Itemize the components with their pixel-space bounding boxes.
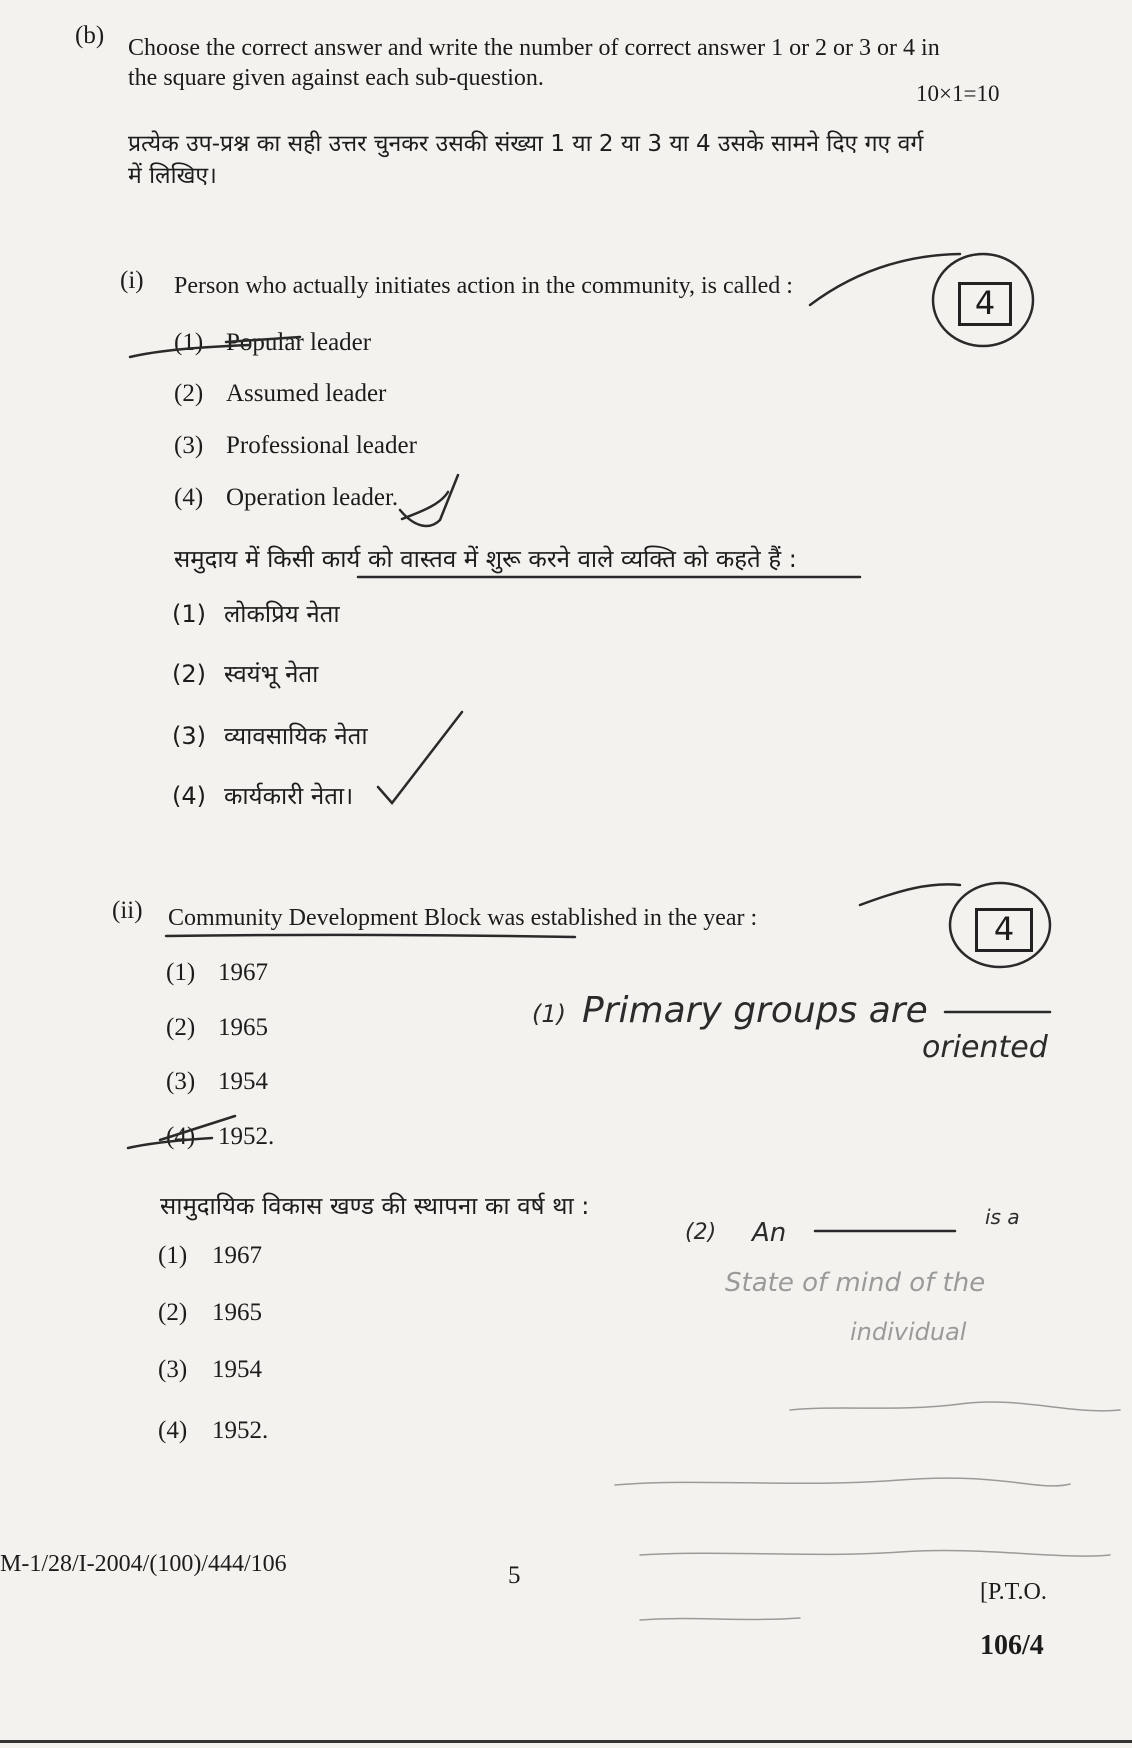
q-ii-hi-opt1-text: 1967 (212, 1242, 262, 1269)
q-i-hi-opt4-text: कार्यकारी नेता। (224, 782, 354, 810)
q-i-opt1-text: Popular leader (226, 329, 372, 356)
question-ii-text-en: Community Development Block was established in the year : (168, 905, 758, 931)
section-label: (b) (75, 22, 105, 49)
q-ii-opt1-text: 1967 (218, 959, 268, 986)
bottom-edge-line (0, 1740, 1132, 1743)
q-i-opt2-num: (2) (174, 380, 204, 407)
tick-mark-hi-i (378, 712, 462, 803)
question-ii-number: (ii) (112, 897, 143, 924)
page-number: 5 (508, 1562, 521, 1589)
paper-ref: 106/4 (980, 1630, 1044, 1661)
marks-allocation: 10×1=10 (916, 81, 1000, 106)
q-ii-opt2-num: (2) (166, 1014, 196, 1041)
q-i-hi-opt3-num: (3) (172, 722, 206, 750)
question-i-number: (i) (120, 267, 144, 294)
q-ii-hi-opt4-num: (4) (158, 1417, 188, 1444)
q-ii-hi-opt3-text: 1954 (212, 1356, 262, 1383)
q-i-hi-opt2-text: स्वयंभू नेता (224, 660, 319, 688)
q-i-opt3-num: (3) (174, 432, 204, 459)
q-ii-opt3-num: (3) (166, 1068, 196, 1095)
answer-leader-ii (860, 884, 960, 905)
handwritten-note-1: Primary groups are (582, 990, 928, 1031)
q-ii-hi-opt4-text: 1952. (212, 1417, 269, 1444)
q-ii-opt2-text: 1965 (218, 1014, 268, 1041)
q-ii-hi-opt2-num: (2) (158, 1299, 188, 1326)
tick-mark-i (400, 475, 458, 526)
q-ii-opt3-text: 1954 (218, 1068, 268, 1095)
paper-code: M-1/28/I-2004/(100)/444/106 (0, 1551, 287, 1577)
handwritten-note-2: An (752, 1218, 787, 1248)
q-ii-opt1-num: (1) (166, 959, 196, 986)
q-i-opt3-text: Professional leader (226, 432, 417, 459)
q-i-opt4-num: (4) (174, 484, 204, 511)
handwritten-note-2-end: is a (985, 1205, 1020, 1229)
underline-question-ii (166, 935, 575, 937)
q-i-hi-opt4-num: (4) (172, 782, 206, 810)
q-i-opt2-text: Assumed leader (226, 380, 387, 407)
question-ii-text-hi: सामुदायिक विकास खण्ड की स्थापना का वर्ष था : (160, 1192, 590, 1220)
pto-label: [P.T.O. (980, 1579, 1047, 1605)
handwritten-note-1-num: (1) (532, 1000, 566, 1028)
question-i-text-en: Person who actually initiates action in the community, is called : (174, 273, 793, 299)
instruction-hi-line2: में लिखिए। (128, 163, 217, 189)
answer-leader-i (810, 254, 960, 305)
q-i-hi-opt3-text: व्यावसायिक नेता (224, 722, 368, 750)
q-i-hi-opt1-num: (1) (172, 600, 206, 628)
faint-scribble-3 (640, 1550, 1110, 1556)
q-i-hi-opt2-num: (2) (172, 660, 206, 688)
q-ii-hi-opt2-text: 1965 (212, 1299, 262, 1326)
handwritten-note-4: individual (850, 1318, 967, 1346)
answer-box-ii: 4 (975, 908, 1033, 952)
question-i-text-hi: समुदाय में किसी कार्य को वास्तव में शुरू करने वाले व्यक्ति को कहते हैं : (174, 545, 797, 573)
q-ii-opt4-num: (4) (166, 1123, 196, 1150)
handwritten-note-3: State of mind of the (725, 1268, 986, 1298)
instruction-en-line2: the square given against each sub-question. (128, 65, 544, 91)
answer-box-i: 4 (958, 282, 1012, 326)
instruction-en-line1: Choose the correct answer and write the number of correct answer 1 or 2 or 3 or 4 in (128, 35, 940, 61)
q-ii-hi-opt1-num: (1) (158, 1242, 188, 1269)
q-i-opt4-text: Operation leader. (226, 484, 399, 511)
handwritten-note-1b: oriented (922, 1030, 1048, 1065)
handwritten-note-2-num: (2) (685, 1220, 717, 1245)
q-ii-opt4-text: 1952. (218, 1123, 275, 1150)
tick-curve-i (402, 492, 448, 519)
faint-scribble-4 (640, 1618, 800, 1620)
faint-scribble-1 (790, 1402, 1120, 1411)
faint-scribble-2 (615, 1478, 1070, 1486)
q-i-opt1-num: (1) (174, 329, 204, 356)
q-i-hi-opt1-text: लोकप्रिय नेता (224, 600, 340, 628)
q-ii-hi-opt3-num: (3) (158, 1356, 188, 1383)
instruction-hi-line1: प्रत्येक उप-प्रश्न का सही उत्तर चुनकर उसकी संख्या 1 या 2 या 3 या 4 उसके सामने दिए गए वर्ग (128, 131, 924, 157)
